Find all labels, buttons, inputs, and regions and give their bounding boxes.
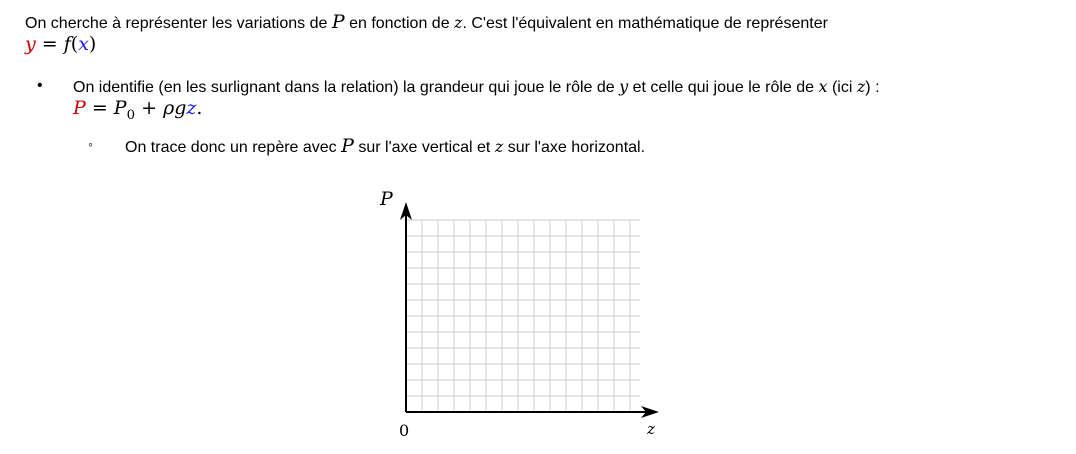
- formula-p0-subscript: 0: [126, 107, 136, 123]
- bullet-2-marker: ◦: [88, 136, 93, 152]
- bullet-2-part3: sur l'axe horizontal.: [503, 139, 646, 156]
- bullet-1-part3: (ici: [827, 79, 857, 96]
- formula-equals: =: [85, 97, 114, 119]
- bullet-1-part2: et celle qui joue le rôle de: [628, 79, 819, 96]
- var-z: z: [494, 137, 504, 156]
- var-p: P: [331, 11, 345, 33]
- var-x: x: [818, 77, 828, 96]
- formula-p0: P: [113, 97, 127, 119]
- formula-dot: .: [196, 97, 203, 119]
- y-axis-label: P: [380, 188, 393, 210]
- var-z: z: [856, 77, 866, 96]
- formula-p: P: [73, 97, 86, 119]
- bullet-2-part1: On trace donc un repère avec: [125, 139, 342, 156]
- eq-equals: =: [35, 33, 64, 55]
- bullet-2-part2: sur l'axe vertical et: [353, 139, 495, 156]
- bullet-1-formula: [73, 97, 202, 123]
- intro-part2: en fonction de: [344, 15, 455, 32]
- intro-equation: [25, 33, 96, 56]
- var-z: z: [454, 13, 463, 32]
- bullet-2-text: [125, 135, 645, 157]
- intro-part3: . C'est l'équivalent en mathématique de représenter: [462, 15, 828, 32]
- bullet-1-text: [73, 77, 880, 97]
- x-axis-label: z: [647, 420, 655, 438]
- formula-z: z: [186, 97, 197, 119]
- eq-close: ): [88, 33, 97, 55]
- eq-f: f: [63, 33, 71, 55]
- grid: [406, 220, 640, 412]
- intro-text: [25, 11, 828, 33]
- bullet-1-part1: On identifie (en les surlignant dans la relation) la grandeur qui joue le rôle de: [73, 79, 620, 96]
- var-p: P: [341, 135, 354, 157]
- eq-y: y: [25, 33, 36, 55]
- bullet-1-part4: ) :: [865, 79, 880, 96]
- bullet-1-marker: •: [37, 77, 43, 94]
- intro-part1: On cherche à représenter les variations de: [25, 15, 332, 32]
- formula-plus: +: [135, 97, 164, 119]
- eq-x: x: [78, 33, 89, 55]
- empty-graph: [360, 180, 680, 445]
- formula-rho-g: ρg: [163, 97, 187, 119]
- var-y: y: [619, 77, 629, 96]
- eq-open: (: [70, 33, 79, 55]
- origin-label: 0: [399, 421, 410, 440]
